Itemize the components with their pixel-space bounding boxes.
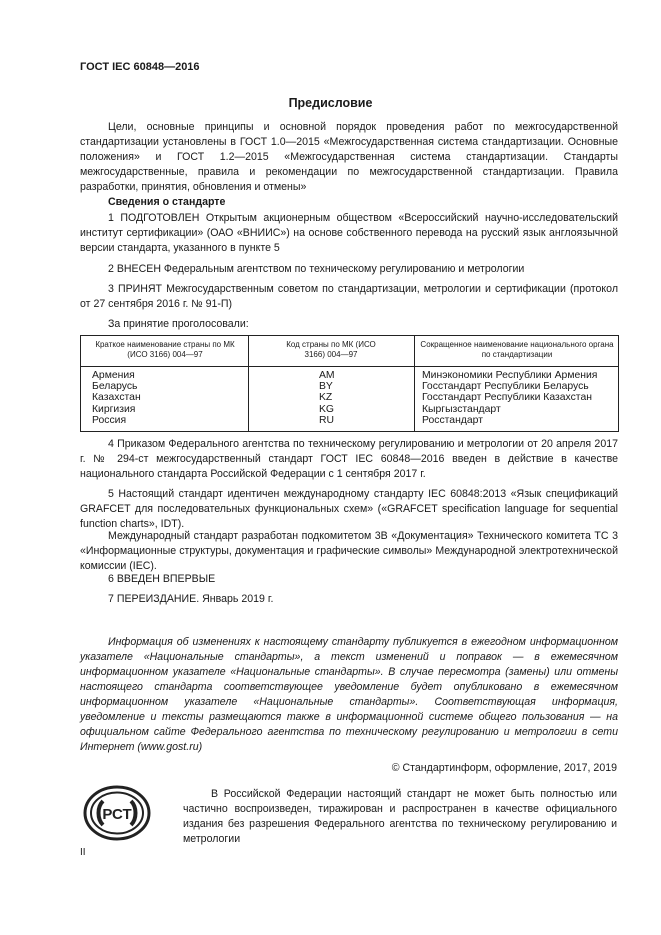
table-row [81, 381, 618, 392]
item-7: 7 ПЕРЕИЗДАНИЕ. Январь 2019 г. [108, 593, 274, 605]
page-number: II [80, 847, 86, 858]
info-note: Информация об изменениях к настоящему стандарту публикуется в ежегодном информационном указателе «Национальные стандарты», а текст изменений и поправок — в ежемесячном информационном указателе «Национальные стандарты». В случае пересмотра (замены) или отмены настоящего стандарта соответствующее уведомление будет опубликовано в ежемесячном информационном указателе «Национальные стандарты». Соответствующая информация, уведомление и тексты размещаются также в информационной системе общего пользования — на официальном сайте Федерального агентства по техническому регулированию и метрологии в сети Интернет (www.gost.ru) [80, 636, 618, 753]
table-row [81, 404, 618, 415]
standard-designation: ГОСТ IEC 60848—2016 [80, 61, 200, 73]
voting-table [80, 335, 619, 432]
rst-logo-icon [83, 785, 151, 841]
copyright: © Стандартинформ, оформление, 2017, 2019 [391, 762, 617, 774]
cell-code: KZ [319, 392, 333, 404]
cell-country: Казахстан [92, 392, 141, 404]
cell-code: BY [319, 381, 333, 393]
vote-label: За принятие проголосовали: [108, 318, 249, 330]
cell-code: KG [319, 403, 335, 415]
table-header-body: Сокращенное наименование национального органа по стандартизации [420, 340, 614, 359]
cell-code: AM [319, 370, 335, 381]
gost-r-logo [83, 785, 151, 841]
cell-country: Россия [92, 414, 127, 426]
item-1: 1 ПОДГОТОВЛЕН Открытым акционерным обществом «Всероссийский научно-исследовательский институт сертификации» (ОАО «ВНИИС») на основе собственного перевода на русский язык англоязычной версии стандарта, указанного в пункте 5 [80, 212, 618, 254]
item-5: 5 Настоящий стандарт идентичен международному стандарту IEC 60848:2013 «Язык спецификаций GRAFCET для последовательных функциональных схем» («GRAFCET specification language for sequential function charts», IDT). [80, 488, 618, 530]
page-title: Предисловие [288, 96, 373, 110]
table-row [81, 370, 618, 381]
logo-text: РСТ [102, 806, 132, 823]
cell-code: RU [319, 414, 335, 426]
cell-country: Армения [92, 370, 135, 381]
item-2: 2 ВНЕСЕН Федеральным агентством по техническому регулированию и метрологии [108, 263, 525, 275]
section-title: Сведения о стандарте [108, 196, 226, 208]
cell-country: Киргизия [92, 403, 136, 415]
table-header-country: Краткое наименование страны по МК (ИСО 3166) 004—97 [95, 340, 235, 359]
table-body [81, 370, 618, 426]
item-6: 6 ВВЕДЕН ВПЕРВЫЕ [108, 573, 216, 585]
item-5-note: Международный стандарт разработан подкомитетом 3В «Документация» Технического комитета ТС 3 «Информационные структуры, документация и графические символы» Международной электротехнической комиссии (IEC). [80, 530, 618, 572]
item-3: 3 ПРИНЯТ Межгосударственным советом по стандартизации, метрологии и сертификации (протокол от 27 сентября 2016 г. № 91-П) [80, 283, 618, 310]
table-row [81, 415, 618, 426]
item-4: 4 Приказом Федерального агентства по техническому регулированию и метрологии от 20 апреля 2017 г. № 294-ст межгосударственный стандарт ГОСТ IEC 60848—2016 введен в действие в качестве национального стандарта Российской Федерации с 1 сентября 2017 г. [80, 438, 618, 480]
cell-body: Госстандарт Республики Беларусь [422, 381, 589, 393]
cell-body: Госстандарт Республики Казахстан [422, 392, 592, 404]
cell-body: Росстандарт [422, 414, 483, 426]
rights-notice: В Российской Федерации настоящий стандарт не может быть полностью или частично воспроизведен, тиражирован и распространен в качестве официального издания без разрешения Федерального агентства по техническому регулированию и метрологии [183, 788, 617, 845]
intro-paragraph: Цели, основные принципы и основной порядок проведения работ по межгосударственной стандартизации установлены в ГОСТ 1.0—2015 «Межгосударственная система стандартизации. Основные положения» и ГОСТ 1.2—2015 «Межгосударственная система стандартизации. Стандарты межгосударственные, правила и рекомендации по межгосударственной стандартизации. Правила разработки, принятия, обновления и отмены» [80, 121, 618, 193]
cell-country: Беларусь [92, 381, 138, 393]
cell-body: Кыргызстандарт [422, 403, 501, 415]
cell-body: Минэкономики Республики Армения [422, 370, 598, 381]
table-row [81, 392, 618, 403]
table-header-code: Код страны по МК (ИСО 3166) 004—97 [286, 340, 376, 359]
